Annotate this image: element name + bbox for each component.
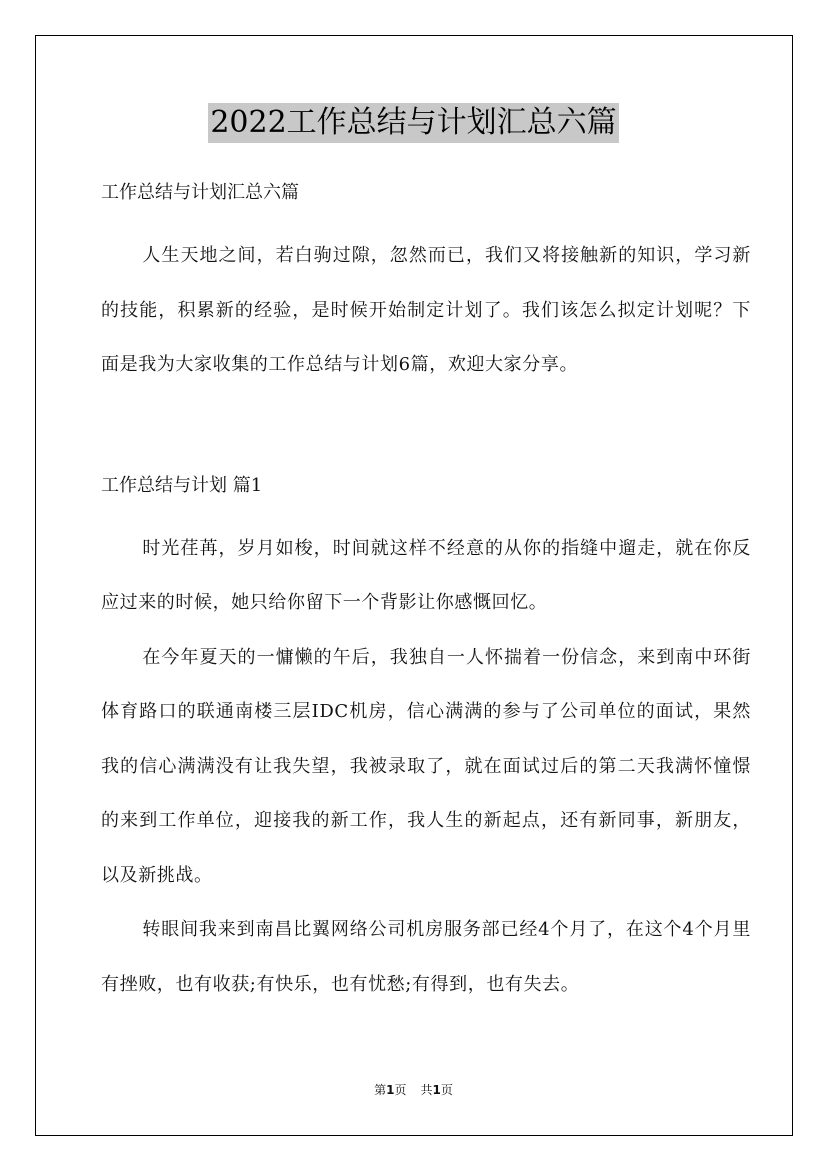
section-heading: 工作总结与计划 篇1 (101, 474, 263, 496)
total-prefix: 共 (420, 1083, 433, 1097)
spacer (101, 211, 751, 229)
page-number: 1 (386, 1083, 395, 1097)
spacer (101, 504, 751, 522)
page-suffix: 页 (394, 1083, 407, 1097)
total-number: 1 (432, 1083, 441, 1097)
section-paragraph-1: 时光荏苒，岁月如梭，时间就这样不经意的从你的指缝中遛走，就在你反应过来的时候，她只给你留下一个背影让你感慨回忆。 (101, 537, 751, 613)
total-suffix: 页 (440, 1083, 453, 1097)
section-paragraph-2: 在今年夏天的一慵懒的午后，我独自一人怀揣着一份信念，来到南中环街体育路口的联通南楼三层IDC机房，信心满满的参与了公司单位的面试，果然我的信心满满没有让我失望，我被录取了，就在面试过后的第二天我满怀憧憬的来到工作单位，迎接我的新工作，我人生的新起点，还有新同事，新朋友，以及新挑战。 (101, 646, 751, 886)
intro-paragraph: 人生天地之间，若白驹过隙，忽然而已，我们又将接触新的知识，学习新的技能，积累新的经验，是时候开始制定计划了。我们该怎么拟定计划呢？下面是我为大家收集的工作总结与计划6篇，欢迎大家分享。 (101, 245, 751, 375)
page-footer (0, 1082, 827, 1098)
document-title: 2022工作总结与计划汇总六篇 (208, 103, 618, 143)
page-prefix: 第 (374, 1083, 387, 1097)
spacer (101, 393, 751, 468)
title-container (0, 103, 827, 143)
document-body (101, 175, 751, 1012)
section-paragraph-3: 转眼间我来到南昌比翼网络公司机房服务部已经4个月了，在这个4个月里有挫败，也有收获;有快乐，也有忧愁;有得到，也有失去。 (101, 919, 751, 995)
document-subtitle: 工作总结与计划汇总六篇 (101, 182, 299, 203)
